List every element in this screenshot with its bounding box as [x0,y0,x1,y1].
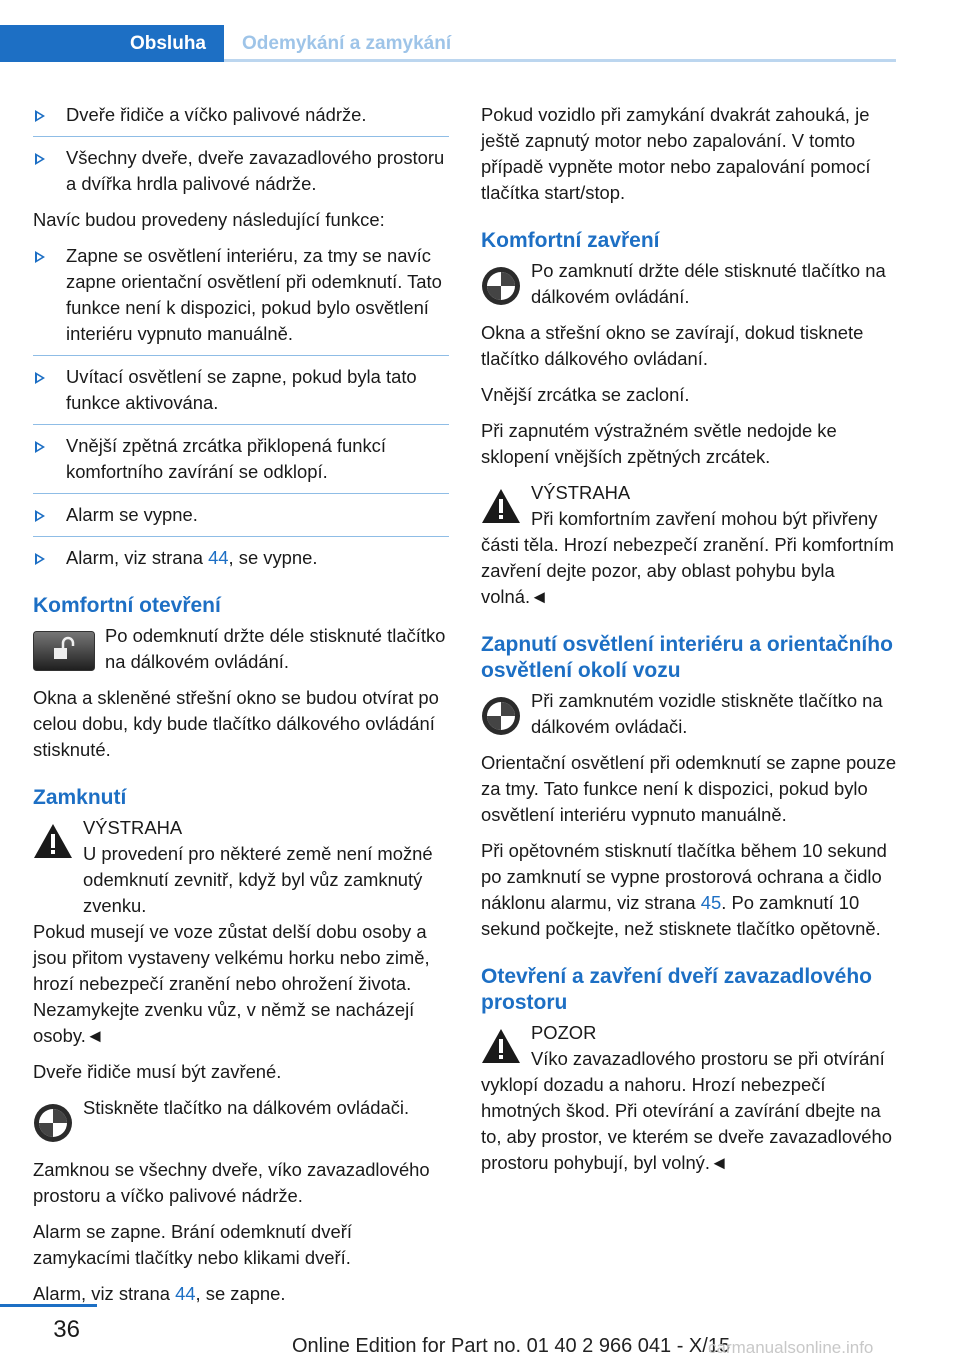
alarm-on-para: Alarm se zapne. Brání odemknutí dveří zamykacími tlačítky nebo klikami dveří. [33,1221,352,1268]
divider [33,355,449,356]
repeat-press-para: Při opětovném stisknutí tlačítka během 10 sekund po zamknutí se vypne prostorová ochrana a čidlo náklonu alarmu, viz strana 45. Po zamknutí 10 sekund počkejte, než stisknete tlačítko opětovně. [481,840,887,939]
header-rule [224,59,896,62]
page-link-44[interactable]: 44 [175,1283,196,1304]
list-item: Alarm, viz strana 44, se vypne. [33,545,449,571]
divider [33,493,449,494]
page-header [0,0,960,62]
page-link-45[interactable]: 45 [700,892,722,913]
warning-text: Pokud musejí ve voze zůstat delší dobu osoby a jsou přitom vystaveny velkému horku nebo zimě, hrozí nebezpečí zranění nebo ohrožení života. Nezamykejte zvenku vůz, v němž se nacházejí osoby.◄ [33,921,430,1046]
caution-title: POZOR [531,1022,597,1043]
list-item: Uvítací osvětlení se zapne, pokud byla tato funkce aktivována. [33,364,449,416]
divider [33,536,449,537]
caution-triangle-icon [481,1028,521,1071]
warning-block: VÝSTRAHA U provedení pro některé země není možné odemknutí zevnitř, když byl vůz zamknutý zvenku. [33,815,449,919]
bmw-key-icon [481,696,521,743]
comfort-close-instruction: Po zamknutí držte déle stisknuté tlačítko na dálkovém ovládání. [481,258,899,312]
divider [33,424,449,425]
warning-triangle-icon [33,823,73,866]
heading-lights: Zapnutí osvětlení interiéru a orientačního osvětlení okolí vozu [481,633,893,682]
list-item: Dveře řidiče a víčko palivové nádrže. [33,102,449,128]
lock-para: Zamknou se všechny dveře, víko zavazadlového prostoru a víčko palivové nádrže. [33,1159,430,1206]
alarm-see-para: Alarm, viz strana 44, se zapne. [33,1283,286,1304]
caution-text: Víko zavazadlového prostoru se při otvírání vyklopí dozadu a nahoru. Hrozí nebezpečí hmotných škod. Při otevírání a zavírání dbejte na to, aby prostor, ve kterém se dveře zavazadlového prostoru pohybují, byl volný.◄ [481,1048,892,1173]
comfort-open-para: Okna a skleněné střešní okno se budou otvírat po celou dobu, kdy bude tlačítko dálkového ovládání stisknuté. [33,687,439,760]
warning-title: VÝSTRAHA [531,482,631,503]
heading-lock: Zamknutí [33,786,127,809]
heading-comfort-close: Komfortní zavření [481,229,660,252]
divider [33,136,449,137]
list-item: Všechny dveře, dveře zavazadlového prostoru a dvířka hrdla palivové nádrže. [33,145,449,197]
bmw-key-icon [33,1103,73,1150]
footer-rule [0,1304,97,1307]
hazard-para: Při zapnutém výstražném světle nedojde ke sklopení vnějších zpětných zrcátek. [481,420,837,467]
section-tab-obsluha[interactable]: Obsluha [0,25,224,62]
bmw-key-icon [481,266,521,313]
lights-para: Orientační osvětlení při odemknutí se zapne pouze za tmy. Tato funkce není k dispozici, pokud bylo osvětlení interiéru vypnuto manuálně. [481,752,897,825]
warning-title: VÝSTRAHA [83,817,183,838]
honk-para: Pokud vozidlo při zamykání dvakrát zahouká, je ještě zapnutý motor nebo zapalování. V tomto případě vypněte motor nebo zapalování pomocí tlačítka start/stop. [481,104,871,203]
list-item: Vnější zpětná zrcátka přiklopená funkcí komfortního zavírání se odklopí. [33,433,449,485]
right-column [481,102,899,1186]
left-column [33,102,449,1317]
heading-comfort-open: Komfortní otevření [33,594,221,617]
warning-triangle-icon [481,488,521,531]
caution-block [481,1020,899,1074]
list-item: Zapne se osvětlení interiéru, za tmy se navíc zapne orientační osvětlení při odemknutí. Tato funkce není k dispozici, pokud bylo osvětlení interiéru vypnuto manuálně. [33,243,449,347]
warning-block [481,480,899,534]
chapter-tab[interactable]: Odemykání a zamykání [242,32,452,54]
page-number: 36 [53,1316,80,1343]
page-link-44[interactable]: 44 [208,547,229,568]
driver-door-para: Dveře řidiče musí být zavřené. [33,1061,282,1082]
unlock-button-icon [33,631,95,678]
watermark: carmanualsonline.info [708,1338,874,1357]
warning-text: Při komfortním zavření mohou být přivřeny části těla. Hrozí nebezpečí zranění. Při komfortním zavření dejte pozor, aby oblast pohybu byla volná.◄ [481,508,894,607]
windows-para: Okna a střešní okno se zavírají, dokud tisknete tlačítko dálkového ovládaní. [481,322,864,369]
press-button-instruction: Stiskněte tlačítko na dálkovém ovládači. [33,1095,449,1149]
comfort-open-instruction: Po odemknutí držte déle stisknuté tlačítko na dálkovém ovládání. [33,623,449,677]
list-item: Alarm se vypne. [33,502,449,528]
heading-trunk: Otevření a zavření dveří zavazadlového prostoru [481,965,873,1014]
lights-instruction: Při zamknutém vozidle stiskněte tlačítko na dálkovém ovládači. [481,688,899,742]
mirrors-para: Vnější zrcátka se zacloní. [481,384,690,405]
edition-footer: Online Edition for Part no. 01 40 2 966 041 - X/15 [292,1335,731,1357]
functions-intro: Navíc budou provedeny následující funkce: [33,209,385,230]
